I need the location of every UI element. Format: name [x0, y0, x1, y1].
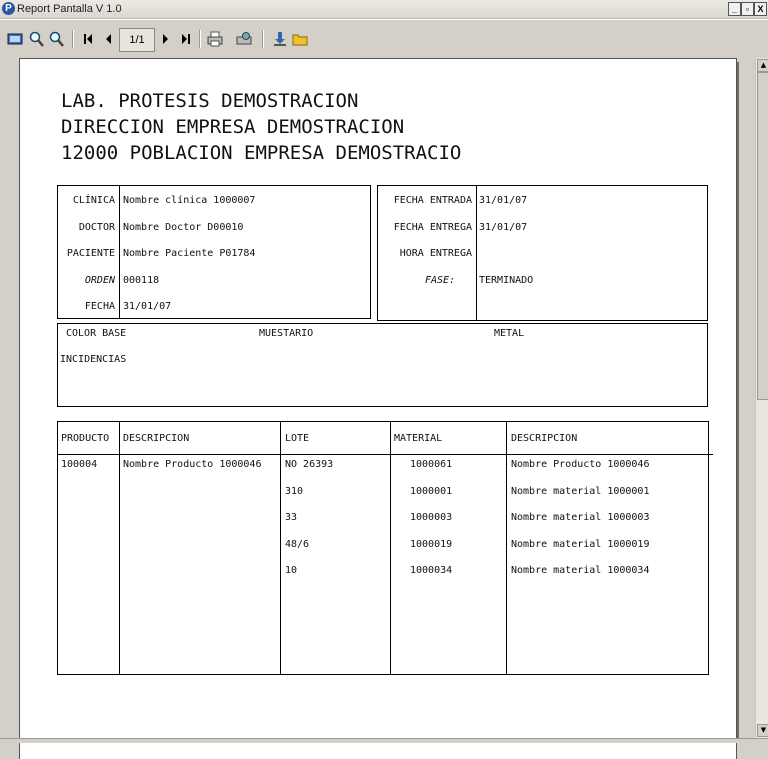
- col-header-lote: LOTE: [285, 433, 310, 444]
- col-header-descripcion: DESCRIPCION: [123, 433, 190, 444]
- app-icon: P: [2, 2, 15, 15]
- bottom-frame: [0, 738, 768, 743]
- row-material: 1000034: [410, 565, 453, 576]
- close-button[interactable]: X: [754, 2, 767, 16]
- incidencias-label: INCIDENCIAS: [60, 354, 127, 365]
- export-icon[interactable]: [270, 29, 290, 49]
- print-icon[interactable]: [205, 29, 225, 49]
- vertical-scrollbar[interactable]: [755, 58, 768, 738]
- clinica-value: Nombre clínica 1000007: [123, 195, 256, 206]
- title-bar: [0, 0, 768, 19]
- toolbar-separator: [199, 30, 201, 48]
- row-descripcion: Nombre material 1000001: [511, 486, 650, 497]
- metal-label: METAL: [494, 328, 525, 339]
- minimize-button[interactable]: _: [728, 2, 741, 16]
- col-header-producto: PRODUCTO: [61, 433, 110, 444]
- print-setup-icon[interactable]: [234, 29, 254, 49]
- scroll-up-icon[interactable]: ▲: [757, 59, 768, 72]
- col-divider: [390, 422, 391, 674]
- row-material: 1000019: [410, 539, 453, 550]
- header-divider: [58, 454, 713, 455]
- fase-value: TERMINADO: [479, 275, 534, 286]
- preview-icon[interactable]: [5, 29, 25, 49]
- toolbar-separator: [72, 30, 74, 48]
- fecha-entrada-label: FECHA ENTRADA: [393, 195, 472, 206]
- row-material: 1000003: [410, 512, 453, 523]
- fecha-entrada-value: 31/01/07: [479, 195, 528, 206]
- color-box: [57, 323, 708, 407]
- page-indicator: 1/1: [119, 28, 155, 52]
- hora-entrega-label: HORA ENTREGA: [399, 248, 472, 259]
- row-descripcion: Nombre material 1000034: [511, 565, 650, 576]
- row-lote: 310: [285, 486, 304, 497]
- open-folder-icon[interactable]: [290, 29, 310, 49]
- scroll-down-icon[interactable]: ▼: [757, 724, 768, 737]
- last-page-icon[interactable]: [176, 29, 196, 49]
- scroll-thumb[interactable]: [757, 72, 768, 400]
- orden-label: ORDEN: [84, 275, 115, 286]
- row-descripcion: Nombre material 1000003: [511, 512, 650, 523]
- zoom-out-icon[interactable]: [46, 29, 66, 49]
- toolbar-separator: [262, 30, 264, 48]
- clinica-label: CLÍNICA: [72, 195, 115, 206]
- first-page-icon[interactable]: [78, 29, 98, 49]
- row-lote: 10: [285, 565, 298, 576]
- row-lote: 48/6: [285, 539, 310, 550]
- color-base-label: COLOR BASE: [66, 328, 127, 339]
- row-material: 1000001: [410, 486, 453, 497]
- doctor-value: Nombre Doctor D00010: [123, 222, 244, 233]
- zoom-in-icon[interactable]: [26, 29, 46, 49]
- report-viewport: [0, 58, 755, 738]
- next-page-icon[interactable]: [156, 29, 176, 49]
- company-address: DIRECCION EMPRESA DEMOSTRACION: [61, 116, 405, 138]
- window-title: Report Pantalla V 1.0: [17, 3, 122, 15]
- producto-code: 100004: [61, 459, 98, 470]
- row-lote: 33: [285, 512, 298, 523]
- divider: [476, 186, 477, 320]
- row-material: 1000061: [410, 459, 453, 470]
- fecha-label: FECHA: [84, 301, 115, 312]
- products-table: [57, 421, 709, 675]
- prev-page-icon[interactable]: [98, 29, 118, 49]
- row-descripcion: Nombre material 1000019: [511, 539, 650, 550]
- restore-button[interactable]: ▫: [741, 2, 754, 16]
- producto-descripcion: Nombre Producto 1000046: [123, 459, 262, 470]
- fecha-entrega-value: 31/01/07: [479, 222, 528, 233]
- paciente-value: Nombre Paciente P01784: [123, 248, 256, 259]
- col-header-material: MATERIAL: [394, 433, 443, 444]
- dates-box: [377, 185, 708, 321]
- orden-value: 000118: [123, 275, 160, 286]
- fecha-entrega-label: FECHA ENTREGA: [393, 222, 472, 233]
- doctor-label: DOCTOR: [78, 222, 115, 233]
- company-name: LAB. PROTESIS DEMOSTRACION: [61, 90, 359, 112]
- divider: [119, 186, 120, 318]
- company-city: 12000 POBLACION EMPRESA DEMOSTRACIO: [61, 142, 462, 164]
- report-page: [19, 58, 737, 759]
- col-divider: [506, 422, 507, 674]
- toolbar: [0, 19, 768, 59]
- col-header-descripcion-material: DESCRIPCION: [511, 433, 578, 444]
- fecha-value: 31/01/07: [123, 301, 172, 312]
- row-lote: NO 26393: [285, 459, 334, 470]
- muestario-label: MUESTARIO: [259, 328, 314, 339]
- paciente-label: PACIENTE: [66, 248, 115, 259]
- col-divider: [280, 422, 281, 674]
- fase-label: FASE:: [425, 275, 456, 286]
- order-info-box: [57, 185, 371, 319]
- row-descripcion: Nombre Producto 1000046: [511, 459, 650, 470]
- col-divider: [119, 422, 120, 674]
